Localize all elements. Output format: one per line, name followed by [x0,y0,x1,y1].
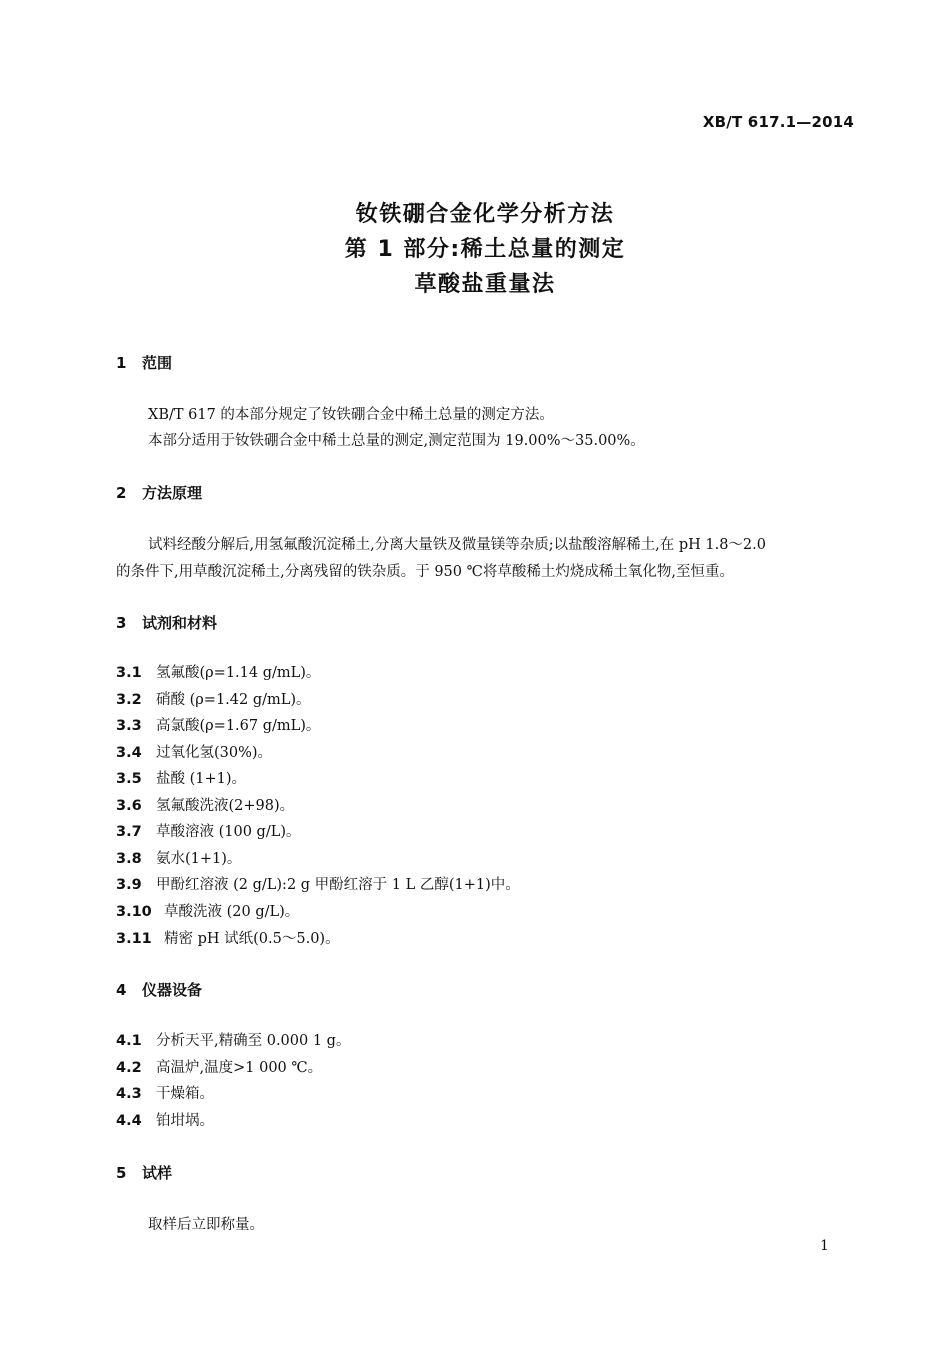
item-number: 3.8 [116,851,142,867]
item-text: 高温炉,温度>1 000 ℃。 [156,1060,323,1076]
item-number: 4.2 [116,1060,142,1076]
section-title: 试剂和材料 [142,614,218,632]
section-title: 方法原理 [142,484,203,502]
standard-code: XB/T 617.1—2014 [702,113,854,131]
section-number: 2 [116,484,127,502]
item-number: 3.5 [116,771,142,787]
item-text: 高氯酸(ρ=1.67 g/mL)。 [156,718,321,734]
reagent-item [116,794,294,815]
item-number: 3.7 [116,824,142,840]
section-2-heading [116,482,202,503]
document-title-line-2: 第 1 部分:稀土总量的测定 [344,237,626,262]
item-text: 草酸洗液 (20 g/L)。 [164,904,300,920]
section-number: 1 [116,354,127,372]
item-number: 3.6 [116,798,142,814]
section-2-paragraph-line-1: 试料经酸分解后,用氢氟酸沉淀稀土,分离大量铁及微量镁等杂质;以盐酸溶解稀土,在 pH 1.8～2.0 [148,537,766,553]
section-5-heading [116,1162,172,1183]
equipment-item [116,1056,322,1077]
item-number: 4.1 [116,1033,142,1049]
item-number: 4.4 [116,1113,142,1129]
item-text: 氨水(1+1)。 [156,851,242,867]
section-1-paragraph-1: XB/T 617 的本部分规定了钕铁硼合金中稀土总量的测定方法。 [148,407,554,423]
section-number: 4 [116,981,127,999]
item-text: 干燥箱。 [156,1086,214,1102]
reagent-item [116,847,241,868]
item-number: 3.10 [116,904,152,920]
item-number: 3.3 [116,718,142,734]
item-number: 4.3 [116,1086,142,1102]
item-text: 草酸溶液 (100 g/L)。 [156,824,301,840]
reagent-item [116,820,301,841]
item-number: 3.9 [116,877,142,893]
section-2-paragraph-line-2: 的条件下,用草酸沉淀稀土,分离残留的铁杂质。于 950 ℃将草酸稀土灼烧成稀土氧化物,至恒重。 [116,564,734,580]
item-number: 3.4 [116,745,142,761]
item-text: 铂坩埚。 [156,1113,214,1129]
section-1-heading [116,352,172,373]
item-text: 氢氟酸洗液(2+98)。 [156,798,295,814]
section-number: 3 [116,614,127,632]
reagent-item [116,767,246,788]
section-title: 仪器设备 [142,981,203,999]
section-title: 试样 [142,1164,173,1182]
item-text: 分析天平,精确至 0.000 1 g。 [156,1033,351,1049]
section-3-heading [116,612,217,633]
reagent-item [116,873,520,894]
reagent-item [116,661,320,682]
page-number: 1 [820,1238,829,1254]
reagent-item [116,688,311,709]
reagent-item [116,927,340,948]
item-text: 硝酸 (ρ=1.42 g/mL)。 [156,692,311,708]
reagent-item [116,900,299,921]
document-title-line-3: 草酸盐重量法 [414,272,556,297]
section-title: 范围 [142,354,173,372]
item-text: 精密 pH 试纸(0.5～5.0)。 [164,931,340,947]
item-number: 3.11 [116,931,152,947]
equipment-item [116,1082,214,1103]
reagent-item [116,741,272,762]
section-5-paragraph-1: 取样后立即称量。 [148,1217,264,1233]
equipment-item [116,1029,350,1050]
equipment-item [116,1109,214,1130]
document-title-line-1: 钕铁硼合金化学分析方法 [355,202,615,227]
item-text: 过氧化氢(30%)。 [156,745,273,761]
item-text: 甲酚红溶液 (2 g/L):2 g 甲酚红溶于 1 L 乙醇(1+1)中。 [156,877,520,893]
item-text: 氢氟酸(ρ=1.14 g/mL)。 [156,665,321,681]
item-number: 3.2 [116,692,142,708]
section-4-heading [116,979,202,1000]
section-number: 5 [116,1164,127,1182]
section-1-paragraph-2: 本部分适用于钕铁硼合金中稀土总量的测定,测定范围为 19.00%～35.00%。 [148,433,645,449]
item-number: 3.1 [116,665,142,681]
item-text: 盐酸 (1+1)。 [156,771,247,787]
reagent-item [116,714,320,735]
